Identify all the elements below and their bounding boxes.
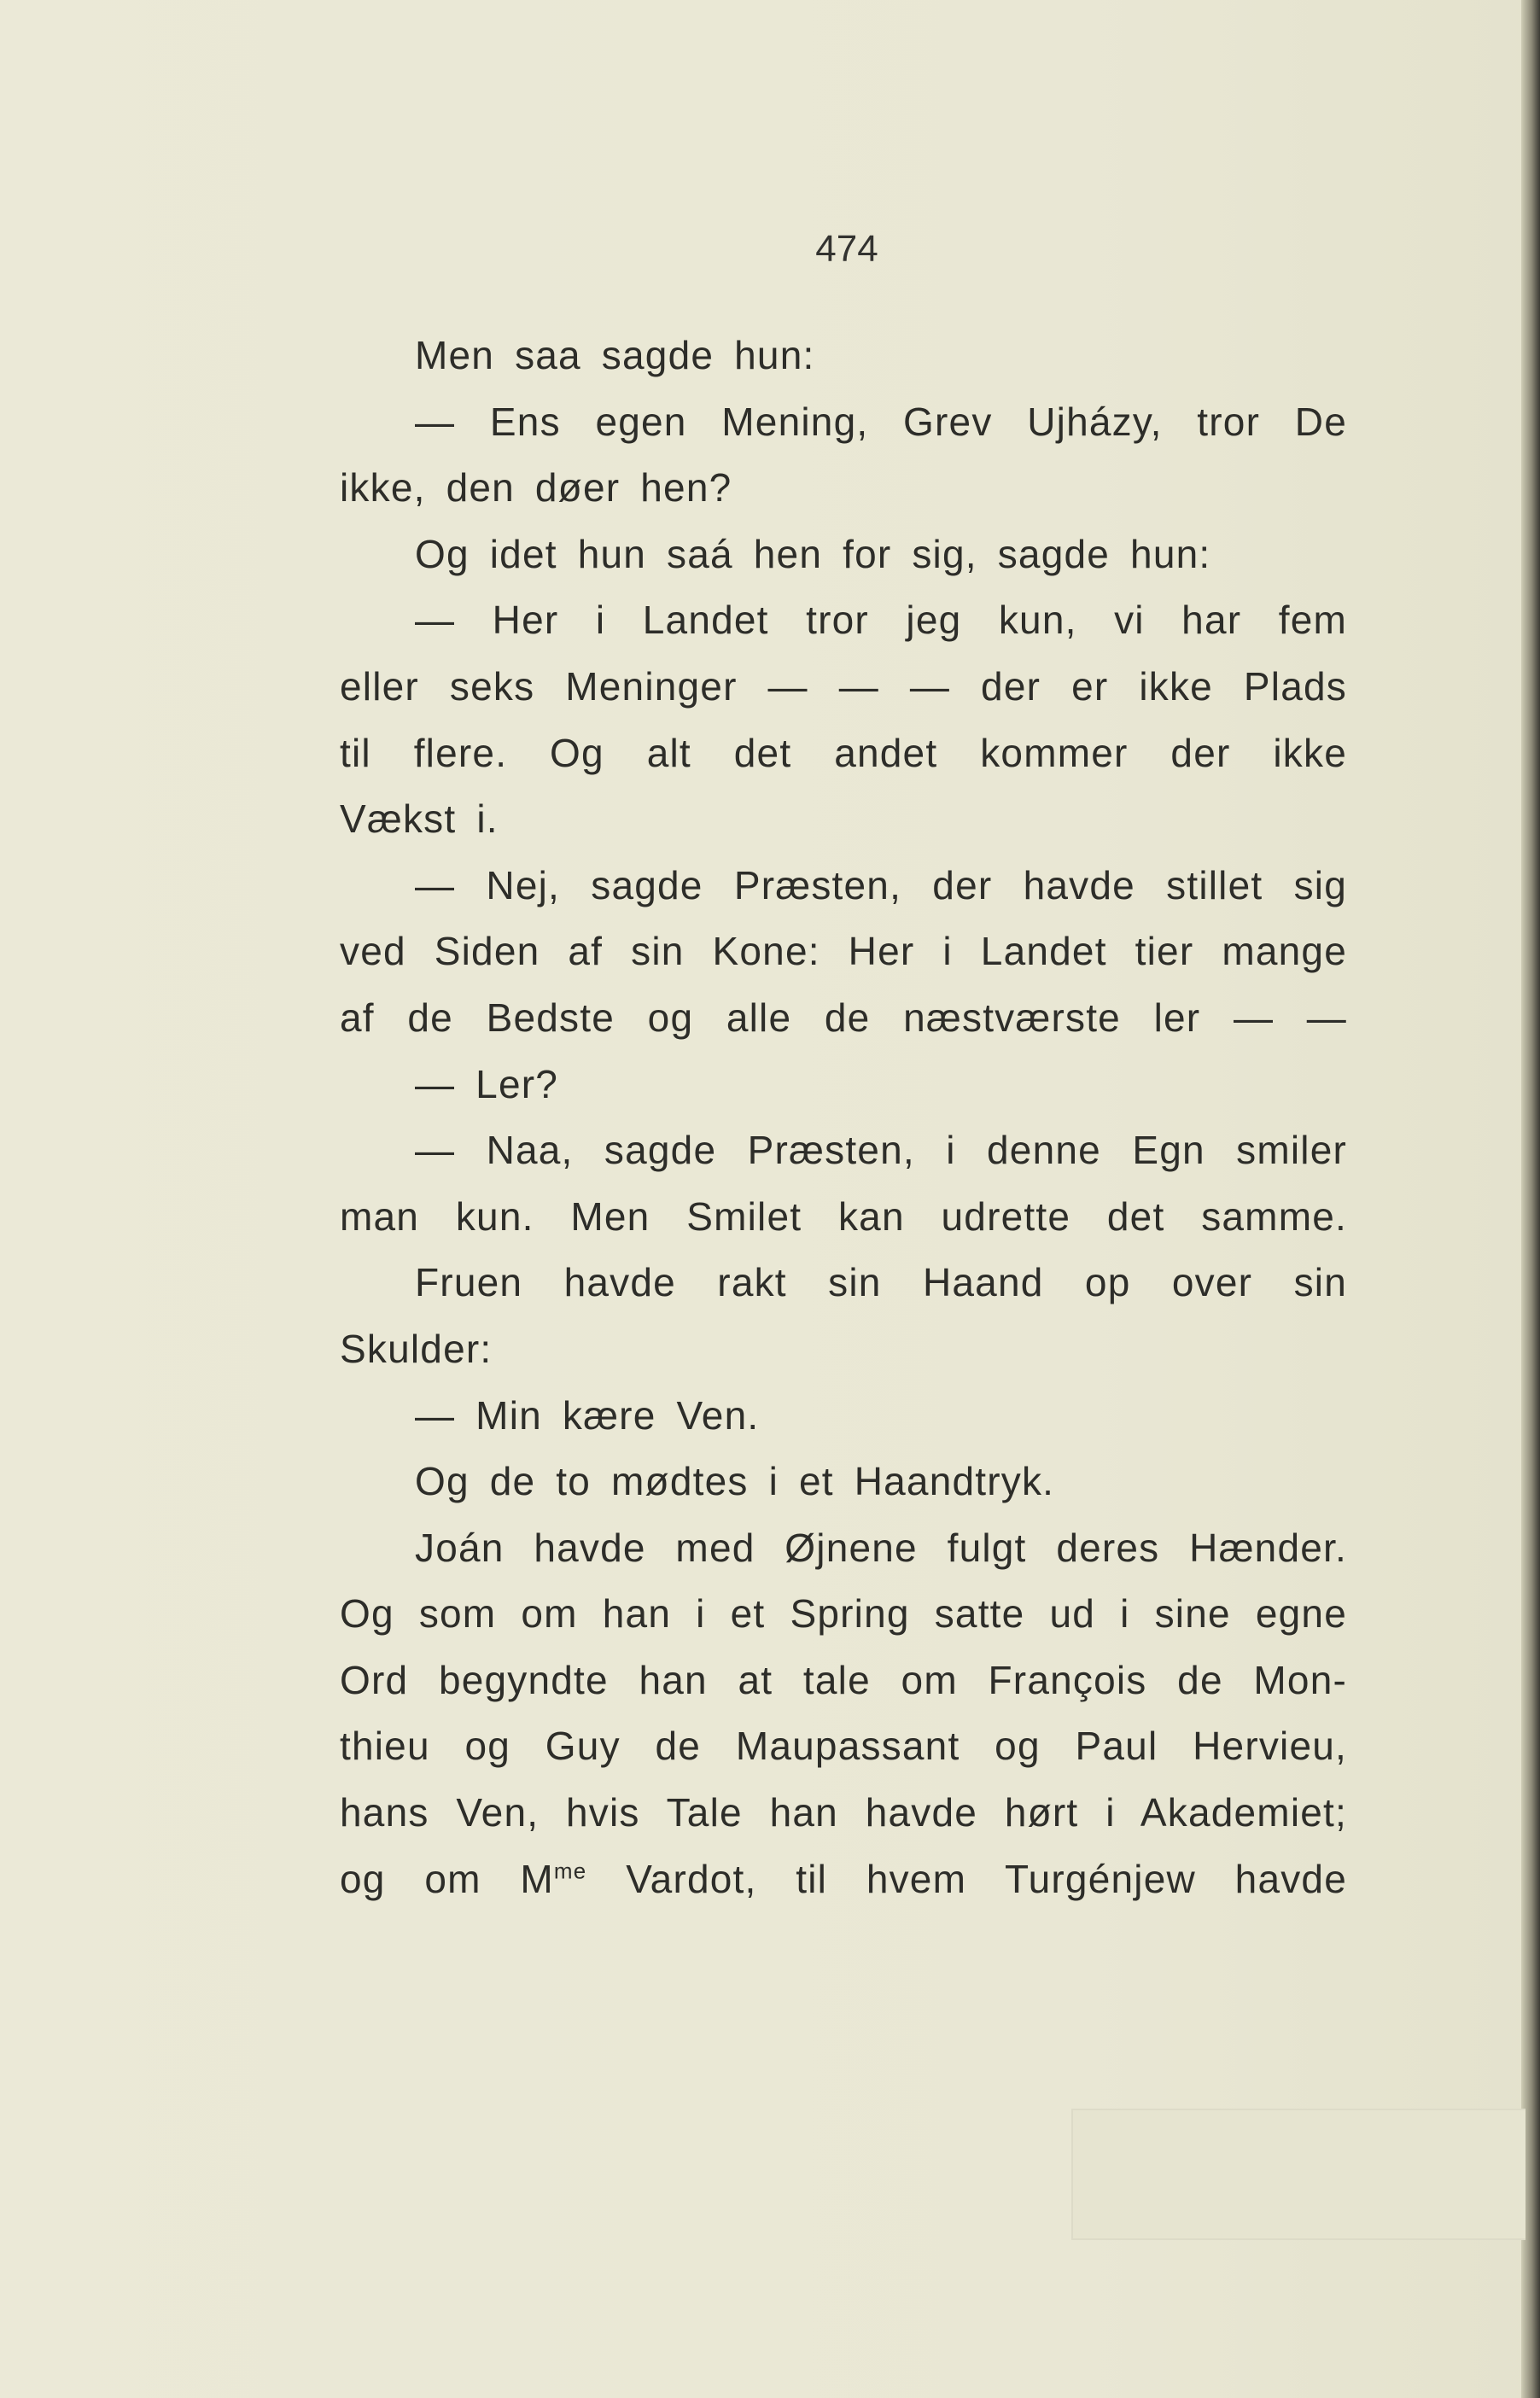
text-line: Ord begyndte han at tale om François de Mon- bbox=[340, 1657, 1347, 1702]
book-spine-edge bbox=[1521, 0, 1540, 2398]
faint-paper-mark bbox=[1071, 2109, 1525, 2240]
text-line: Fruen havde rakt sin Haand op over sin bbox=[415, 1260, 1347, 1305]
superscript: me bbox=[553, 1858, 587, 1884]
text-line: Og som om han i et Spring satte ud i sine egne bbox=[340, 1591, 1347, 1637]
text-fragment: Vardot, til hvem Turgénjew havde bbox=[586, 1856, 1347, 1901]
text-line: — Ler? bbox=[415, 1061, 559, 1106]
text-line: hans Ven, hvis Tale han havde hørt i Akademiet; bbox=[340, 1790, 1347, 1835]
text-line: til flere. Og alt det andet kommer der ikke bbox=[340, 730, 1347, 775]
text-line: man kun. Men Smilet kan udrette det samme. bbox=[340, 1193, 1347, 1239]
text-line: Skulder: bbox=[340, 1326, 493, 1371]
text-line: — Naa, sagde Præsten, i denne Egn smiler bbox=[415, 1128, 1347, 1173]
text-line: Men saa sagde hun: bbox=[415, 333, 815, 377]
text-line: Og de to mødtes i et Haandtryk. bbox=[415, 1459, 1055, 1504]
body-text bbox=[340, 323, 1347, 1912]
text-line: ved Siden af sin Kone: Her i Landet tier mange bbox=[340, 929, 1347, 974]
text-line: — Ens egen Mening, Grev Ujházy, tror De bbox=[415, 399, 1347, 444]
text-line: Joán havde med Øjnene fulgt deres Hænder. bbox=[415, 1525, 1347, 1570]
text-line: Vækst i. bbox=[340, 796, 499, 842]
page-number: 474 bbox=[815, 228, 878, 270]
text-line: — Nej, sagde Præsten, der havde stillet sig bbox=[415, 862, 1347, 907]
text-line: thieu og Guy de Maupassant og Paul Hervieu, bbox=[340, 1724, 1347, 1769]
text-line-last bbox=[340, 1847, 1347, 1913]
text-line: af de Bedste og alle de næstværste ler — — bbox=[340, 995, 1347, 1040]
text-line: — Min kære Ven. bbox=[415, 1392, 760, 1438]
text-line: — Her i Landet tror jeg kun, vi har fem bbox=[415, 598, 1347, 643]
text-line: eller seks Meninger — — — der er ikke Plads bbox=[340, 663, 1347, 709]
text-line: ikke, den døer hen? bbox=[340, 465, 732, 511]
text-line: Og idet hun saá hen for sig, sagde hun: bbox=[415, 531, 1211, 576]
text-fragment: og om M bbox=[340, 1856, 554, 1901]
